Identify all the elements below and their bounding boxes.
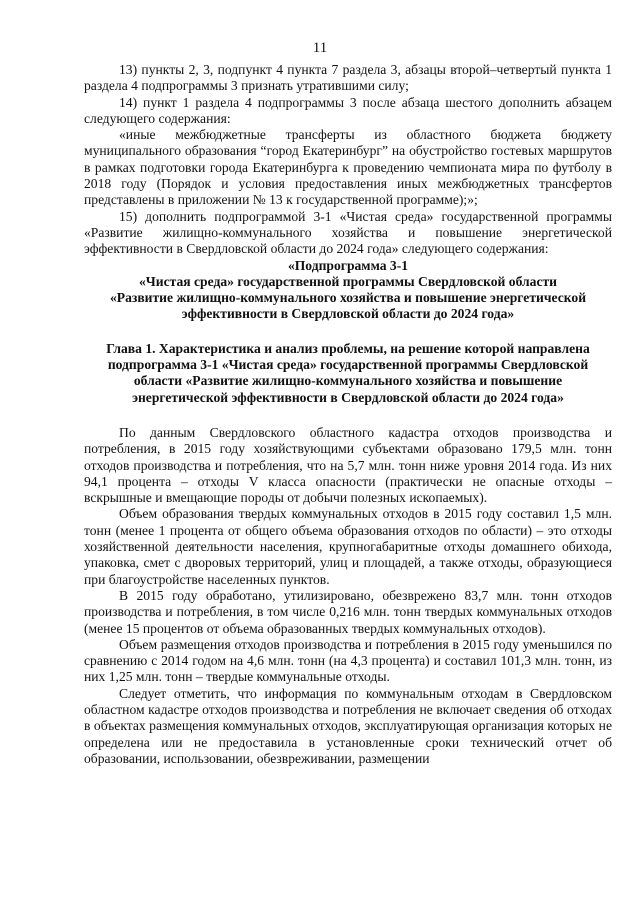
body-paragraph: По данным Свердловского областного кадастра отходов производства и потребления, в 2015 году хозяйствующими субъектами образовано 179,5 млн. тонн отходов производства и потребления, что на 5,7 млн. тонн ниже уровня 2014 года. Из них 94,1 процента – отходы V класса опасности (практически не опасные отходы – вскрышные и вмещающие породы от добычи полезных ископаемых). [84,424,612,506]
body-paragraph: В 2015 году обработано, утилизировано, обезврежено 83,7 млн. тонн отходов производства и потребления, в том числе 0,216 млн. тонн твердых коммунальных отходов (менее 15 процентов от объема образованных твердых коммунальных отходов). [84,587,612,636]
page-number: 11 [312,40,328,56]
chapter-heading-line: области «Развитие жилищно-коммунального хозяйства и повышение [133,373,563,389]
amendment-item-14-intro: 14) пункт 1 раздела 4 подпрограммы 3 после абзаца шестого дополнить абзацем следующего содержания: [84,94,612,126]
document-body [84,62,612,767]
subprogram-heading-line: эффективности в Свердловской области до 2024 года» [181,306,515,322]
subprogram-heading [84,258,612,323]
subprogram-heading-line: «Развитие жилищно-коммунального хозяйства и повышение энергетической [109,290,587,306]
amendment-item-15: 15) дополнить подпрограммой 3-1 «Чистая среда» государственной программы «Развитие жилищно-коммунального хозяйства и повышение энергетической эффективности в Свердловской области до 2024 года» следующего содержания: [84,208,612,257]
chapter-heading-line: энергетической эффективности в Свердловской области до 2024 года» [132,389,564,405]
amendment-item-13: 13) пункты 2, 3, подпункт 4 пункта 7 раздела 3, абзацы второй–четвертый пункта 1 раздела 4 подпрограммы 3 признать утратившими силу; [84,62,612,94]
chapter-heading-line: подпрограмма 3-1 «Чистая среда» государственной программы Свердловской [107,357,589,373]
chapter-heading-line: Глава 1. Характеристика и анализ проблемы, на решение которой направлена [106,340,590,356]
subprogram-heading-line: «Чистая среда» государственной программы Свердловской области [138,273,557,289]
chapter-heading [84,341,612,406]
body-paragraph: Следует отметить, что информация по коммунальным отходам в Свердловском областном кадастре отходов производства и потребления не включает сведения об отходах в объектах размещения коммунальных отходов, эксплуатирующая организация которых не определена или не предоставила в установленные сроки технический отчет об образовании, использовании, обезвреживании, размещении [84,685,612,766]
subprogram-heading-line: «Подпрограмма 3-1 [287,257,409,273]
amendment-item-14-quote: «иные межбюджетные трансферты из областного бюджета бюджету муниципального образования “город Екатеринбург” на обустройство гостевых маршрутов в рамках подготовки города Екатеринбурга к проведению чемпионата мира по футболу в 2018 году (Порядок и условия предоставления иных межбюджетных трансфертов представлены в приложении № 13 к государственной программе);»; [84,127,612,208]
body-paragraph: Объем размещения отходов производства и потребления в 2015 году уменьшился по сравнению с 2014 годом на 4,6 млн. тонн (на 4,3 процента) и составил 101,3 млн. тонн, из них 1,25 млн. тонн – твердые коммунальные отходы. [84,636,612,685]
body-paragraph: Объем образования твердых коммунальных отходов в 2015 году составил 1,5 млн. тонн (менее 1 процента от общего объема образования отходов по области) – это отходы хозяйственной деятельности населения, крупногабаритные отходы домашнего обихода, упаковка, смет с дворовых территорий, улиц и площадей, а также отходы, образующиеся при благоустройстве населенных пунктов. [84,506,612,587]
